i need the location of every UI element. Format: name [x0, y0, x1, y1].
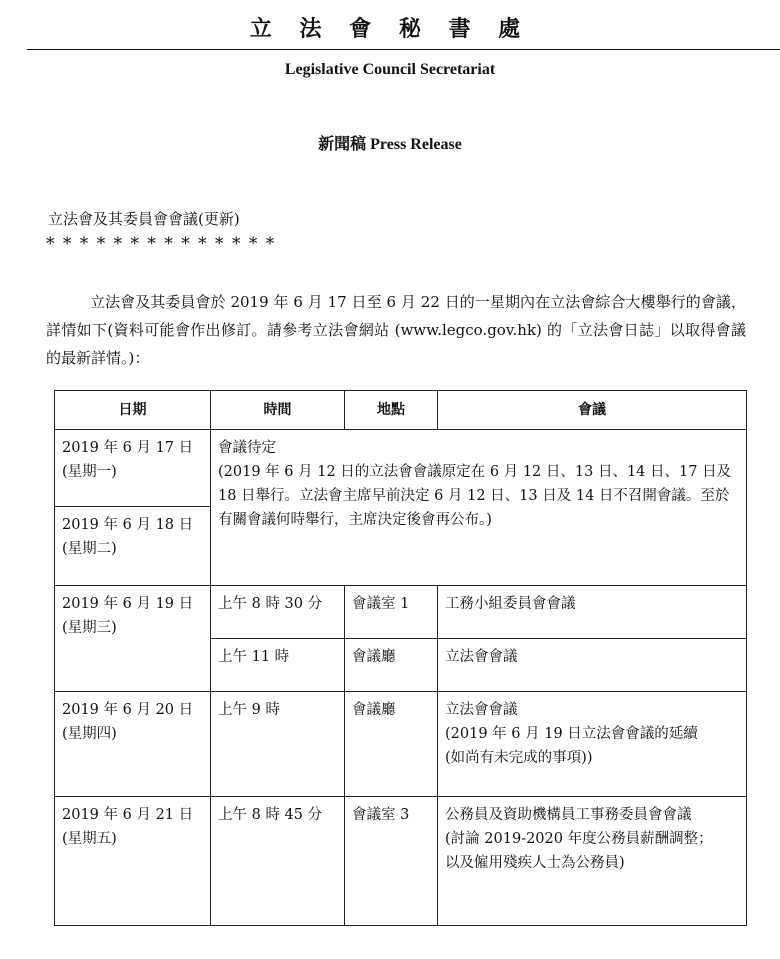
meeting-note: (2019 年 6 月 19 日立法會會議的延續: [445, 726, 698, 742]
weekday-text: (星期二): [62, 541, 117, 557]
venue-cell: 會議廳: [345, 692, 438, 797]
date-text: 2019 年 6 月 18 日: [62, 517, 194, 533]
meeting-cell: 工務小組委員會會議: [438, 586, 747, 639]
date-text: 2019 年 6 月 17 日: [62, 440, 194, 456]
table-header-row: [55, 391, 747, 430]
date-text: 2019 年 6 月 21 日: [62, 807, 194, 823]
meeting-note: (討論 2019-2020 年度公務員薪酬調整；: [445, 831, 713, 847]
time-cell: 上午 11 時: [211, 639, 345, 692]
table-row: [55, 797, 747, 926]
table-row: [55, 586, 747, 639]
meeting-cell: 立法會會議: [438, 639, 747, 692]
intro-text: 立法會及其委員會於 2019 年 6 月 17 日至 6 月 22 日的一星期內在立法會綜合大樓舉行的會議，詳情如下(資料可能會作出修訂。請參考立法會網站 (www.legco.gov.hk) 的「立法會日誌」以取得會議的最新詳情。)：: [46, 293, 746, 367]
header-title-chinese: 立 法 會 秘 書 處: [249, 16, 531, 42]
venue-cell: 會議廳: [345, 639, 438, 692]
meeting-note: 以及僱用殘疾人士為公務員): [445, 855, 625, 871]
meeting-title: 公務員及資助機構員工事務委員會會議: [445, 807, 692, 823]
table-row: [55, 430, 747, 507]
date-cell: [55, 586, 211, 692]
pending-title: 會議待定: [218, 440, 276, 456]
venue-cell: 會議室 1: [345, 586, 438, 639]
date-cell: [55, 430, 211, 507]
date-text: 2019 年 6 月 20 日: [62, 702, 194, 718]
weekday-text: (星期一): [62, 464, 117, 480]
pending-note: (2019 年 6 月 12 日的立法會會議原定在 6 月 12 日、13 日、14 日、17 日及 18 日舉行。立法會主席早前決定 6 月 12 日、13 日及 14 日不召開會議。至於有關會議何時舉行，主席決定後會再公布。): [218, 464, 732, 528]
weekday-text: (星期四): [62, 726, 117, 742]
date-cell: [55, 507, 211, 586]
meeting-note: (如尚有未完成的事項)): [445, 750, 593, 766]
time-cell: 上午 9 時: [211, 692, 345, 797]
table-row: [55, 692, 747, 797]
header-divider: [27, 49, 780, 50]
pending-meeting-cell: [211, 430, 747, 586]
column-header-date: 日期: [55, 391, 211, 430]
venue-cell: 會議室 3: [345, 797, 438, 926]
date-text: 2019 年 6 月 19 日: [62, 596, 194, 612]
column-header-meeting: 會議: [438, 391, 747, 430]
time-cell: 上午 8 時 30 分: [211, 586, 345, 639]
header-title-english: Legislative Council Secretariat: [284, 61, 496, 78]
meeting-cell: [438, 797, 747, 926]
meeting-title: 立法會會議: [445, 702, 518, 718]
meeting-schedule-table: [54, 390, 747, 926]
meeting-cell: [438, 692, 747, 797]
weekday-text: (星期五): [62, 831, 117, 847]
weekday-text: (星期三): [62, 620, 117, 636]
release-subject: 立法會及其委員會會議(更新): [48, 210, 240, 228]
date-cell: [55, 797, 211, 926]
date-cell: [55, 692, 211, 797]
time-cell: 上午 8 時 45 分: [211, 797, 345, 926]
intro-paragraph: [46, 288, 746, 372]
column-header-venue: 地點: [345, 391, 438, 430]
press-release-label: 新聞稿 Press Release: [318, 136, 462, 153]
column-header-time: 時間: [211, 391, 345, 430]
subject-underline-stars: * * * * * * * * * * * * * *: [46, 234, 276, 254]
